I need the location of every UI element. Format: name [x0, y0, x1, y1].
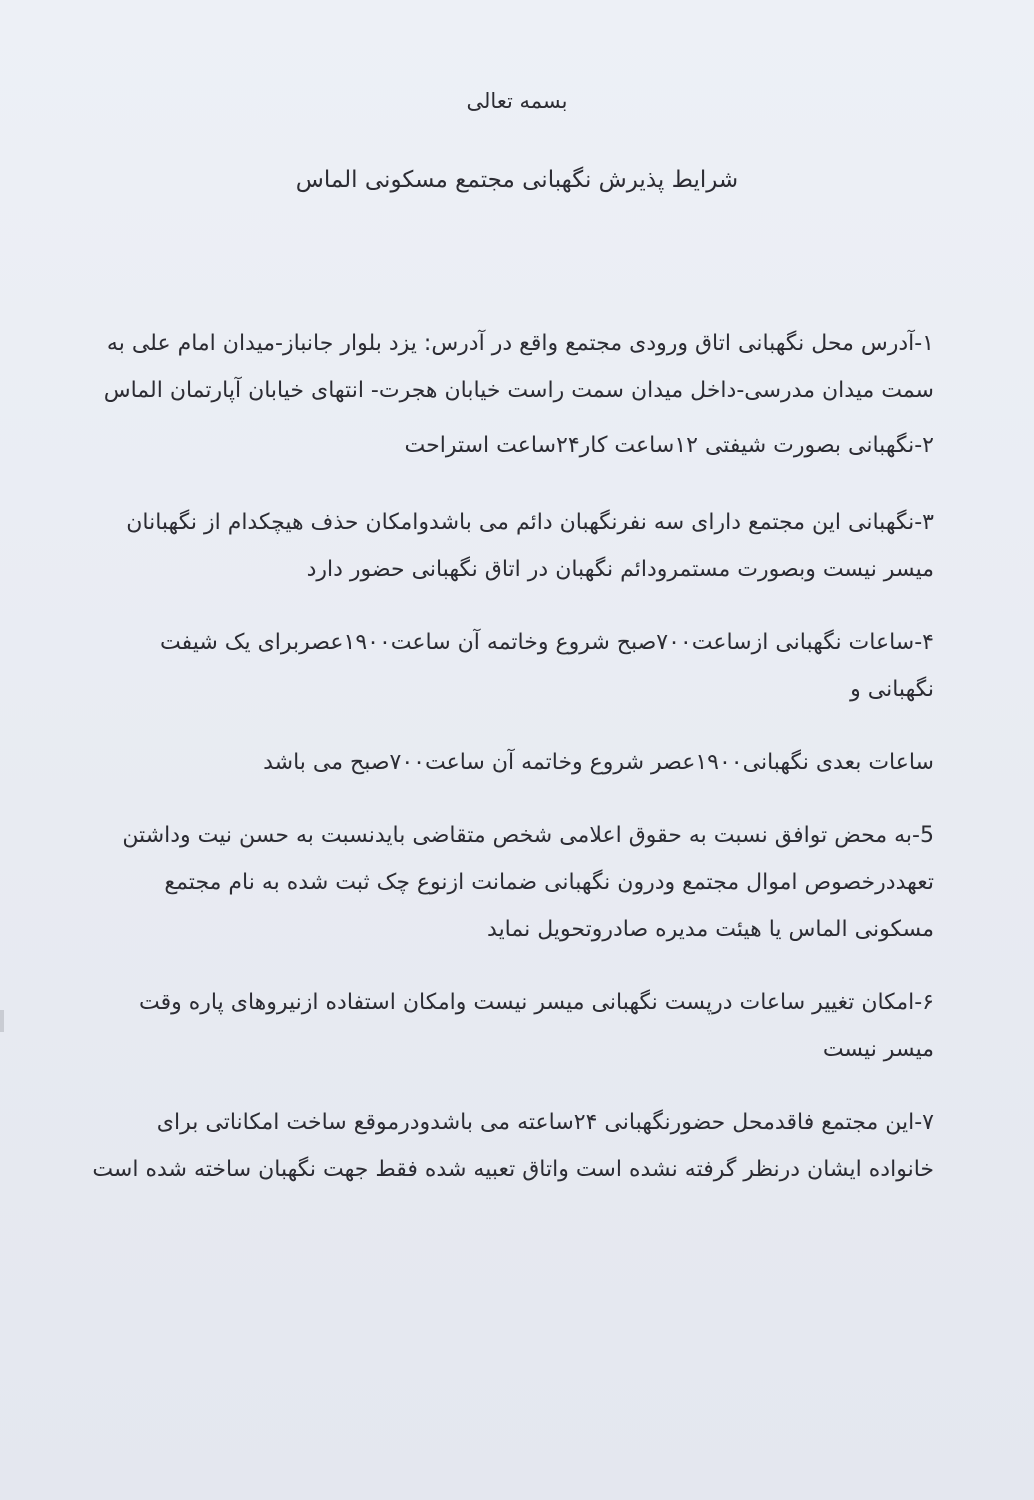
clause-5-line-2: تعهددرخصوص اموال مجتمع ودرون نگهبانی ضمانت ازنوع چک ثبت شده به نام مجتمع: [164, 870, 934, 895]
clause-7: [88, 1099, 934, 1193]
clause-6: [88, 979, 934, 1073]
paper-edge-mark: [0, 1010, 4, 1032]
document-body: [88, 312, 934, 1193]
clause-7-line-2: خانواده ایشان درنظر گرفته نشده است واتاق تعبیه شده فقط جهت نگهبان ساخته شده است: [92, 1157, 934, 1182]
bismillah-heading: بسمه تعالی: [466, 89, 568, 113]
clause-4-line-1: ۴-ساعات نگهبانی ازساعت۷۰۰صبح شروع وخاتمه آن ساعت۱۹۰۰عصربرای یک شیفت: [159, 630, 934, 655]
clause-6-line-1: ۶-امکان تغییر ساعات درپست نگهبانی میسر نیست وامکان استفاده ازنیروهای پاره وقت: [139, 990, 934, 1015]
clause-2: [88, 422, 934, 469]
clause-5-line-1: 5-به محض توافق نسبت به حقوق اعلامی شخص متقاضی بایدنسبت به حسن نیت وداشتن: [122, 823, 934, 848]
clause-2-line-1: ۲-نگهبانی بصورت شیفتی ۱۲ساعت کار۲۴ساعت استراحت: [404, 433, 934, 458]
clause-4: [88, 619, 934, 713]
clause-5: [88, 812, 934, 953]
clause-6-line-2: میسر نیست: [822, 1037, 934, 1062]
clause-3: [88, 499, 934, 593]
clause-4-continued: [88, 739, 934, 786]
clause-5-line-3: مسکونی الماس یا هیئت مدیره صادروتحویل نماید: [487, 917, 934, 942]
clause-1-line-1: ۱-آدرس محل نگهبانی اتاق ورودی مجتمع واقع در آدرس: یزد بلوار جانباز-میدان امام علی به: [106, 331, 934, 356]
clause-7-line-1: ۷-این مجتمع فاقدمحل حضورنگهبانی ۲۴ساعته می باشدودرموقع ساخت امکاناتی برای: [156, 1110, 934, 1135]
clause-3-line-2: میسر نیست وبصورت مستمرودائم نگهبان در اتاق نگهبانی حضور دارد: [306, 557, 934, 582]
clause-4-continued-line-1: ساعات بعدی نگهبانی۱۹۰۰عصر شروع وخاتمه آن ساعت۷۰۰صبح می باشد: [263, 750, 934, 775]
document-title: شرایط پذیرش نگهبانی مجتمع مسکونی الماس: [295, 167, 739, 193]
clause-3-line-1: ۳-نگهبانی این مجتمع دارای سه نفرنگهبان دائم می باشدوامکان حذف هیچکدام از نگهبانان: [126, 510, 934, 535]
clause-1: [88, 320, 934, 414]
clause-4-line-2: نگهبانی و: [850, 677, 934, 702]
clause-1-line-2: سمت میدان مدرسی-داخل میدان سمت راست خیابان هجرت- انتهای خیابان آپارتمان الماس: [103, 378, 934, 403]
